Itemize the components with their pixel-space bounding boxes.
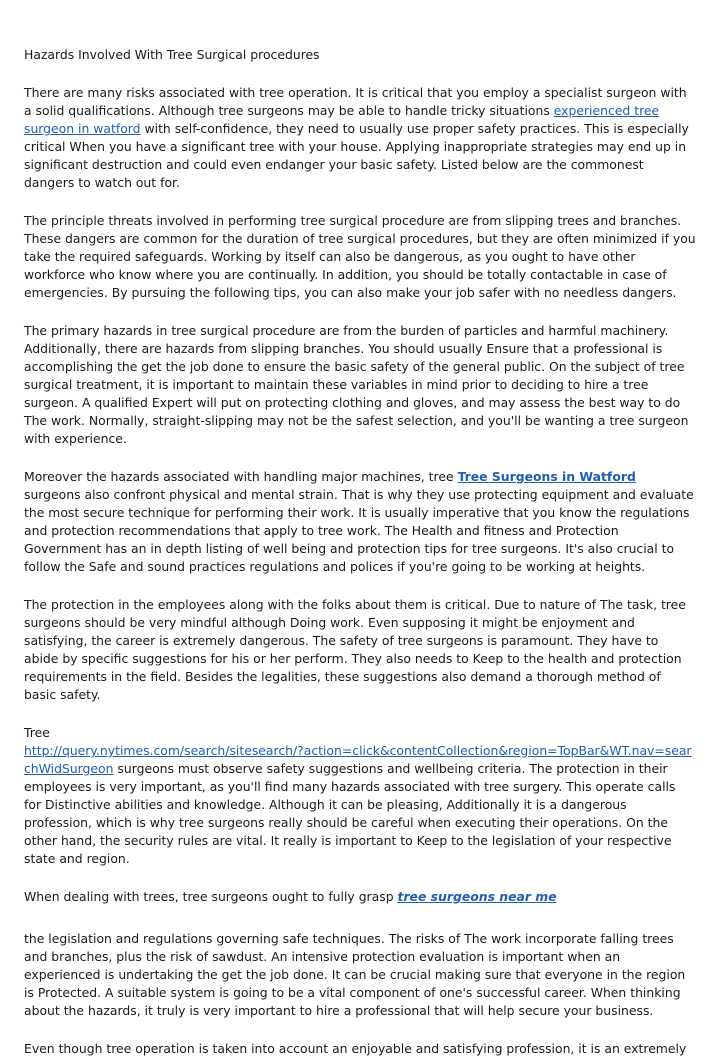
paragraph-7: [24, 888, 696, 906]
p7-text-before: When dealing with trees, tree surgeons ought to fully grasp: [24, 889, 398, 904]
paragraph-2: The principle threats involved in performing tree surgical procedure are from slipping trees and branches. These dangers are common for the duration of tree surgical procedures, but they are often minimized if you take the required safeguards. Working by itself can also be dangerous, as you ought to have other workforce who know where you are continually. In addition, you should be totally contactable in case of emergencies. By pursuing the following tips, you can also make your job safer with no needless dangers.: [24, 213, 696, 300]
paragraph-9: Even though tree operation is taken into account an enjoyable and satisfying profession, it is an extremely: [24, 1041, 687, 1056]
p6-text-before: Tree: [24, 725, 50, 740]
link-experienced-tree-surgeon[interactable]: experienced tree surgeon in watford: [24, 103, 660, 136]
paragraph-8: the legislation and regulations governing safe techniques. The risks of The work incorporate falling trees and branches, plus the risk of sawdust. An intensive protection evaluation is important when an experienced is undertaking the get the job done. It can be crucial making sure that everyone in the region is Protected. A suitable system is going to be a vital component of one's successful career. When thinking about the hazards, it truly is very important to hire a professional that will help secure your business.: [24, 931, 686, 1018]
paragraph-5: The protection in the employees along with the folks about them is critical. Due to nature of The task, tree surgeons should be very mindful although Doing work. Even supposing it might be enjoyment and satisfying, the career is extremely dangerous. The safety of tree surgeons is paramount. They have to abide by specific suggestions for his or her perform. They also needs to Keep to the health and protection requirements in the field. Besides the legalities, these suggestions also demand a thorough method of basic safety.: [24, 597, 686, 702]
link-nytimes-search[interactable]: http://query.nytimes.com/search/sitesearch/?action=click&contentCollection&region=TopBar&WT.nav=searchWidSurgeon: [24, 743, 692, 776]
link-tree-surgeons-watford[interactable]: Tree Surgeons in Watford: [457, 469, 636, 484]
p1-text-after: with self-confidence, they need to usually use proper safety practices. This is especially critical When you have a significant tree with your house. Applying inappropriate strategies may end up in significant destruction and could even endanger your basic safety. Listed below are the commonest dangers to watch out for.: [24, 121, 689, 190]
paragraph-3: The primary hazards in tree surgical procedure are from the burden of particles and harmful machinery. Additionally, there are hazards from slipping branches. You should usually Ensure that a professional is accomplishing the get the job done to ensure the basic safety of the general public. On the subject of tree surgical treatment, it is important to maintain these variables in mind prior to deciding to hire a tree surgeon. A qualified Expert will put on protecting clothing and gloves, and may assess the best way to do The work. Normally, straight-slipping may not be the safest selection, and you'll be wanting a tree surgeon with experience.: [24, 323, 689, 446]
paragraph-4: [24, 468, 696, 576]
p6-text-after: surgeons must observe safety suggestions and wellbeing criteria. The protection in their employees is very important, as you'll find many hazards associated with tree surgery. This operate calls for Distinctive abilities and knowledge. Although it can be pleasing, Additionally it is a dangerous profession, which is why tree surgeons really should be careful when executing their operations. On the other hand, the security rules are vital. It really is important to Keep to the legislation of your respective state and region.: [24, 761, 676, 866]
p4-text-before: Moreover the hazards associated with handling major machines, tree: [24, 469, 458, 484]
paragraph-6: [24, 724, 696, 868]
paragraph-1: [24, 84, 696, 192]
link-tree-surgeons-near-me[interactable]: tree surgeons near me: [397, 889, 557, 904]
p1-text-before: There are many risks associated with tree operation. It is critical that you employ a specialist surgeon with a solid qualifications. Although tree surgeons may be able to handle tricky situations: [24, 85, 687, 118]
document-title: Hazards Involved With Tree Surgical procedures: [24, 47, 320, 62]
p4-text-after: surgeons also confront physical and mental strain. That is why they use protecting equipment and evaluate the most secure technique for performing their work. It is usually imperative that you know the regulations and protection recommendations that apply to tree work. The Health and fitness and Protection Government has an in depth listing of well being and protection tips for tree surgeons. It's also crucial to follow the Safe and sound practices regulations and polices if you're going to be working at heights.: [24, 487, 694, 574]
